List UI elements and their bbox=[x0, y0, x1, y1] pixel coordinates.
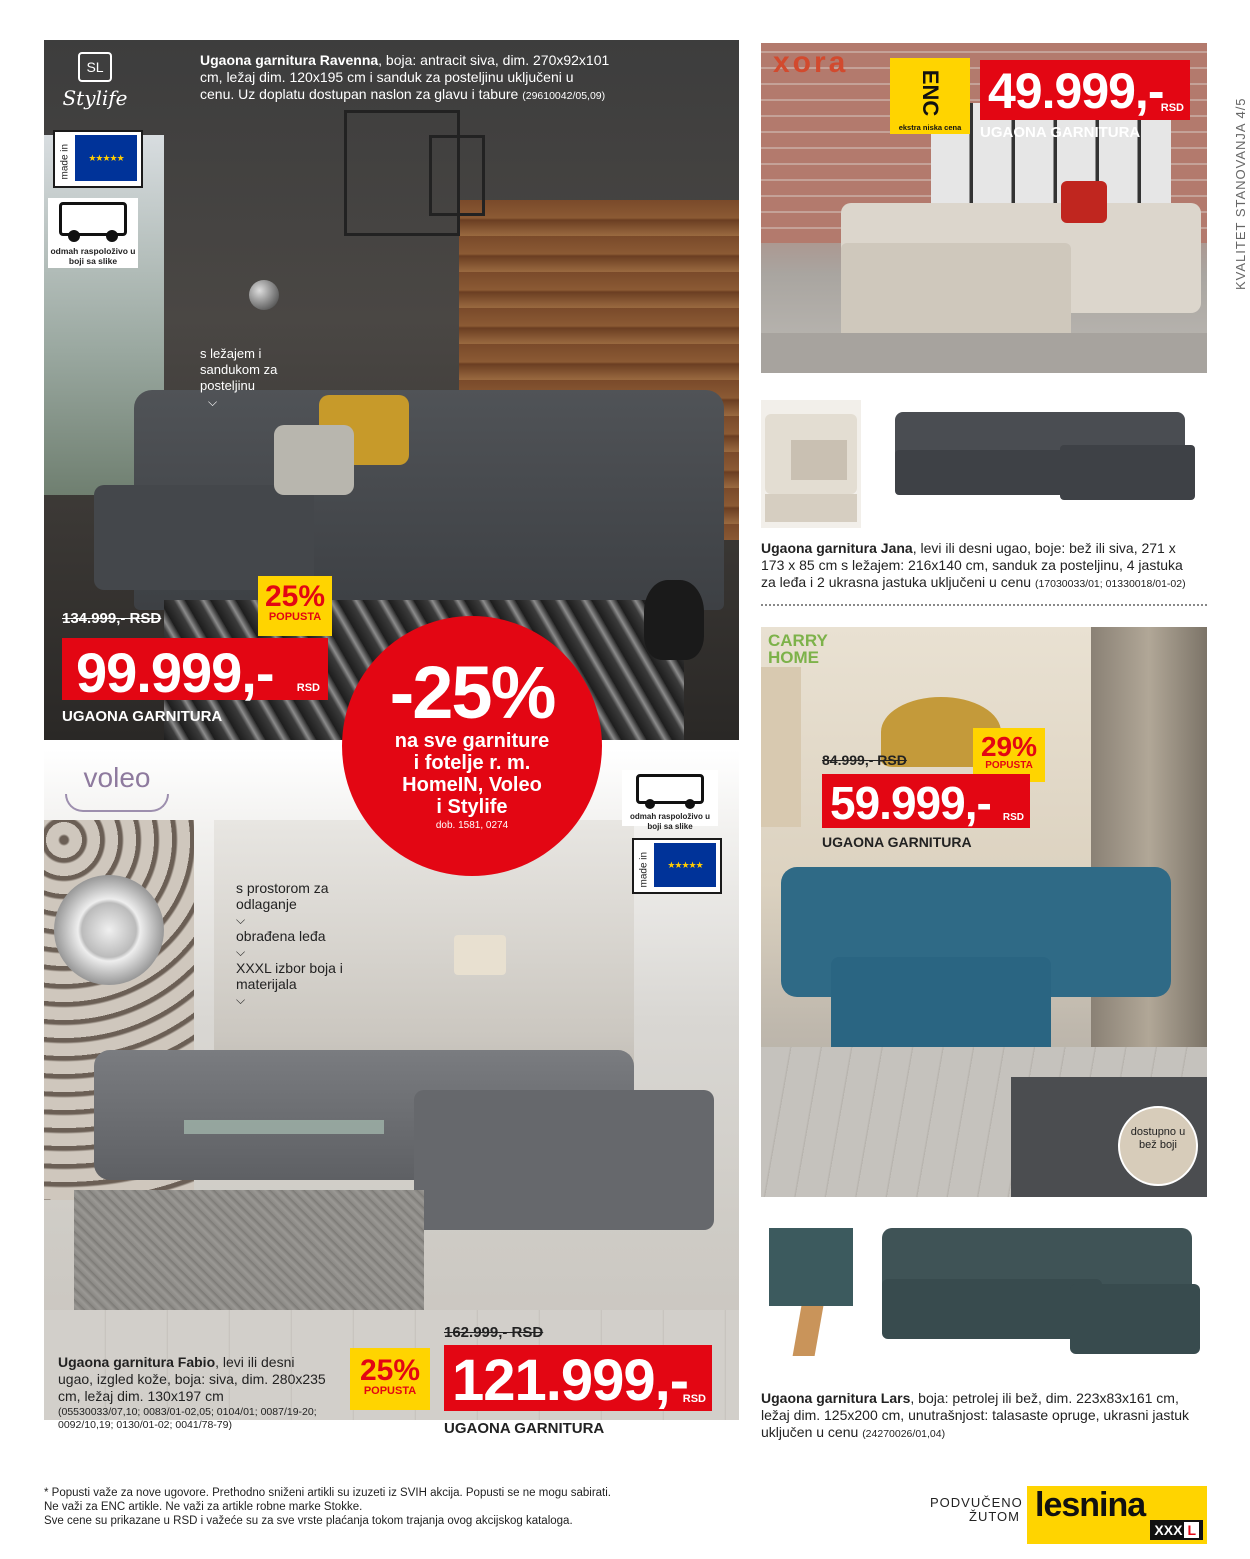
product-name: Ugaona garnitura Ravenna bbox=[200, 52, 379, 68]
price-box bbox=[980, 60, 1190, 120]
price-box bbox=[444, 1345, 712, 1411]
sofa-chaise bbox=[94, 485, 314, 590]
jana-sofa-grey bbox=[880, 400, 1205, 528]
floor-lamp bbox=[249, 280, 279, 310]
price-caption: UGAONA GARNITURA bbox=[444, 1420, 605, 1437]
lars-sofa bbox=[870, 1224, 1207, 1374]
old-price: 84.999,- RSD bbox=[822, 752, 907, 768]
made-in-eu-badge: made in ★★★★★ bbox=[53, 130, 143, 188]
price-caption: UGAONA GARNITURA bbox=[980, 124, 1141, 141]
lars-description: Ugaona garnitura Lars, boja: petrolej ili bež, dim. 223x83x161 cm, ležaj dim. 125x200 cm, unutrašnjost: talasaste opruge, ukrasni jastuk uključen u cenu (24270026/01,04) bbox=[761, 1390, 1190, 1440]
promo-circle: -25% na sve garniture i fotelje r. m. HomeIN, Voleo i Stylife dob. 1581, 0274 bbox=[342, 616, 602, 876]
shelf bbox=[761, 667, 801, 827]
underline-note: PODVUČENO ŽUTOM bbox=[930, 1495, 1023, 1524]
voleo-feature-note: s prostorom za odlaganje ⌵ obrađena leđa ⌵ XXXL izbor boja i materijala ⌵ bbox=[236, 880, 346, 1008]
jana-storage-detail bbox=[761, 400, 861, 528]
chevron-down-icon: ⌵ bbox=[236, 945, 246, 959]
wall-frame bbox=[429, 135, 485, 216]
ravenna-feature-note: s ležajem i sandukom za posteljinu ⌵ bbox=[200, 346, 295, 410]
footer-disclaimer: * Popusti važe za nove ugovore. Prethodno sniženi artikli su izuzeti iz SVIH akcija. Popusti se ne mogu sabirati. Ne važi za ENC artikle. Ne važi za artikle robne marke Stokke. Sve cene su prikazane u RSD i važeće su za sve vrste plaćanja tokom trajanja ovog akcijskog kataloga. bbox=[44, 1487, 611, 1527]
chevron-down-icon: ⌵ bbox=[236, 993, 246, 1007]
price-currency: RSD bbox=[1002, 812, 1024, 823]
discount-badge: 25% POPUSTA bbox=[350, 1348, 430, 1410]
price-currency: RSD bbox=[682, 1393, 706, 1405]
old-price: 134.999,- RSD bbox=[62, 610, 162, 627]
sofa-chaise bbox=[414, 1090, 714, 1230]
xora-brand-logo: xora bbox=[773, 46, 849, 79]
color-variant-badge: dostupno u bež boji bbox=[1118, 1106, 1198, 1186]
ravenna-description: Ugaona garnitura Ravenna, boja: antracit siva, dim. 270x92x101 cm, ležaj dim. 120x195 cm i sanduk za posteljinu uključeni u cenu. Uz doplatu dostupan naslon za glavu i tabure (29610042/05,09) bbox=[200, 52, 610, 102]
enc-badge: ENC ekstra niska cena bbox=[890, 58, 970, 134]
price-value: 121.999,- bbox=[452, 1348, 689, 1413]
sofa-cushion bbox=[1061, 181, 1107, 223]
stylife-mark: SL bbox=[78, 52, 112, 82]
product-name: Ugaona garnitura Fabio bbox=[58, 1354, 216, 1370]
lars-fabric-detail bbox=[761, 1224, 861, 1356]
chevron-down-icon: ⌵ bbox=[236, 913, 246, 927]
sofa-cushion bbox=[274, 425, 354, 495]
voleo-logo: voleo bbox=[62, 762, 172, 812]
discount-badge: 29% POPUSTA bbox=[973, 728, 1045, 782]
divider bbox=[761, 604, 1207, 606]
lesnina-logo: lesnina XXX L bbox=[1027, 1486, 1207, 1544]
price-value: 49.999,- bbox=[988, 63, 1164, 119]
discount-badge: 25% POPUSTA bbox=[258, 576, 332, 636]
chevron-down-icon: ⌵ bbox=[208, 395, 218, 409]
coffee-table bbox=[184, 1120, 384, 1134]
stylife-logo bbox=[50, 52, 140, 114]
price-currency: RSD bbox=[1160, 102, 1184, 114]
floor-lamp bbox=[454, 935, 506, 975]
vase bbox=[644, 580, 704, 660]
old-price: 162.999,- RSD bbox=[444, 1324, 544, 1341]
rug bbox=[74, 1190, 424, 1310]
price-box bbox=[822, 774, 1030, 828]
fabio-description: Ugaona garnitura Fabio, levi ili desni ugao, izgled kože, boja: siva, dim. 280x235 cm, ležaj dim. 130x197 cm (05530033/07,10; 0083/01-02,05; 0104/01; 0087/19-20; 0092/10,19; 0130/01-02; 0041/78-79) bbox=[58, 1354, 326, 1431]
side-label: KVALITET STANOVANJA 4/5 bbox=[1233, 97, 1248, 290]
price-box bbox=[62, 638, 328, 704]
stylife-wordmark: Stylife bbox=[62, 86, 128, 110]
xxxl-mark: XXX L bbox=[1150, 1520, 1203, 1540]
product-name: Ugaona garnitura Jana bbox=[761, 540, 913, 556]
truck-icon bbox=[59, 202, 127, 236]
eu-flag-icon: ★★★★★ bbox=[654, 843, 716, 887]
round-mirror bbox=[54, 875, 164, 985]
price-currency: RSD bbox=[296, 682, 320, 694]
price-caption: UGAONA GARNITURA bbox=[822, 834, 972, 850]
product-name: Ugaona garnitura Lars bbox=[761, 1390, 911, 1406]
delivery-badge: odmah raspoloživo u boji sa slike bbox=[622, 770, 718, 826]
price-value: 59.999,- bbox=[830, 777, 991, 829]
truck-icon bbox=[636, 774, 704, 804]
eu-flag-icon: ★★★★★ bbox=[75, 135, 137, 181]
ravenna-photo bbox=[44, 40, 739, 740]
jana-description: Ugaona garnitura Jana, levi ili desni ugao, boje: bež ili siva, 271 x 173 x 85 cm s ležajem: 216x140 cm, sanduk za posteljinu, 4 jastuka za leđa i 2 ukrasna jastuka uključeni u cenu (17030033/01; 01330018/01-02) bbox=[761, 540, 1186, 590]
made-in-eu-badge: made in ★★★★★ bbox=[632, 838, 722, 894]
enc-mark: ENC bbox=[918, 69, 943, 117]
delivery-badge: odmah raspoloživo u boji sa slike bbox=[48, 198, 138, 268]
price-value: 99.999,- bbox=[76, 641, 274, 704]
carry-home-logo: CARRY HOME bbox=[768, 631, 828, 667]
price-caption: UGAONA GARNITURA bbox=[62, 708, 223, 725]
floor bbox=[761, 333, 1207, 373]
